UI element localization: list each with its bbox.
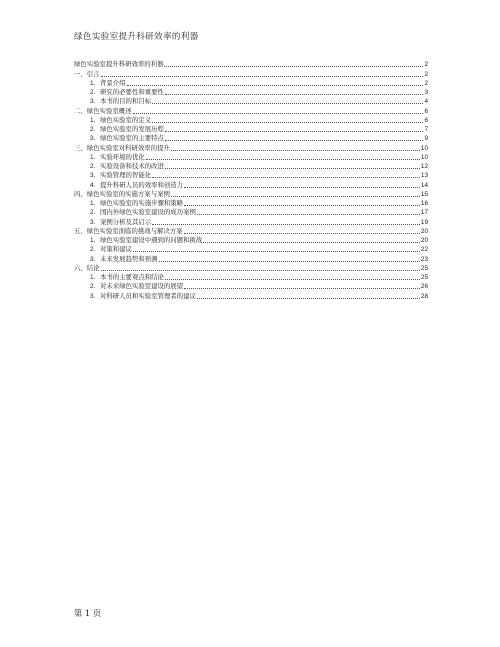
toc-item-number: 2.	[90, 283, 96, 291]
toc-item-label: 对科研人员和实验室管理者的建议	[100, 291, 196, 300]
toc-page-number: 7	[424, 126, 428, 133]
toc-item-number: 2.	[90, 209, 96, 217]
toc-page-number: 12	[420, 163, 428, 170]
toc-item-label: 实验环境的优化	[100, 152, 145, 161]
toc-page-number: 2	[424, 61, 428, 69]
toc-item-label: 未来发展趋势和预测	[100, 254, 158, 263]
toc-item-number: 2.	[90, 126, 96, 133]
toc-page-number: 17	[420, 209, 428, 217]
toc-section-label: 三、绿色实验室对科研效率的提升	[74, 143, 170, 152]
toc-section-entry[interactable]	[74, 264, 428, 273]
toc-item-label: 绿色实验室的发展历程	[100, 125, 164, 133]
toc-leader-dots	[184, 233, 420, 234]
toc-leader-dots	[165, 131, 424, 132]
toc-leader-dots	[197, 214, 420, 215]
toc-leader-dots	[165, 279, 420, 280]
toc-page-number: 2	[424, 79, 428, 87]
toc-leader-dots	[133, 113, 424, 114]
toc-page-number: 13	[420, 172, 428, 180]
toc-item-entry[interactable]	[74, 217, 428, 226]
toc-page-number: 14	[420, 181, 428, 189]
toc-item-entry[interactable]	[74, 134, 428, 143]
toc-entry-title[interactable]	[74, 60, 428, 69]
toc-leader-dots	[184, 187, 420, 188]
toc-item-entry[interactable]	[74, 171, 428, 180]
toc-entry-label: 绿色实验室提升科研效率的利器	[74, 60, 164, 69]
toc-item-entry[interactable]	[74, 282, 428, 291]
toc-item-entry[interactable]	[74, 273, 428, 282]
toc-item-label: 绿色实验室的实施步骤和策略	[100, 199, 184, 207]
toc-item-entry[interactable]	[74, 153, 428, 162]
table-of-contents	[74, 60, 428, 301]
toc-item-number: 1.	[90, 79, 96, 87]
toc-item-entry[interactable]	[74, 162, 428, 171]
toc-item-number: 3.	[90, 255, 96, 263]
toc-leader-dots	[159, 261, 420, 262]
toc-item-number: 3.	[90, 292, 96, 300]
toc-item-label: 国内外绿色实验室建设的成功案例	[100, 208, 196, 217]
toc-page-number: 15	[420, 190, 428, 198]
toc-leader-dots	[171, 196, 420, 197]
toc-page-number: 26	[420, 283, 428, 291]
toc-page-number: 2	[424, 70, 428, 78]
toc-section-entry[interactable]	[74, 106, 428, 115]
toc-page-number: 9	[424, 135, 428, 143]
toc-page-number: 4	[424, 98, 428, 106]
toc-section-entry[interactable]	[74, 143, 428, 152]
toc-page-number: 10	[420, 153, 428, 161]
toc-leader-dots	[101, 270, 420, 271]
toc-page-number: 16	[420, 200, 428, 207]
toc-leader-dots	[152, 177, 420, 178]
toc-page-number: 20	[420, 237, 428, 244]
toc-item-number: 4.	[90, 181, 96, 189]
toc-leader-dots	[101, 76, 424, 77]
toc-item-label: 对策和建议	[100, 245, 132, 254]
toc-item-label: 案例分析及其启示	[100, 217, 152, 226]
toc-item-entry[interactable]	[74, 254, 428, 263]
toc-item-label: 本书的主要观点和结论	[100, 273, 164, 281]
toc-leader-dots	[127, 85, 424, 86]
toc-page-number: 19	[420, 218, 428, 226]
toc-leader-dots	[184, 288, 420, 289]
toc-item-entry[interactable]	[74, 291, 428, 300]
toc-leader-dots	[164, 66, 423, 67]
toc-page-number: 20	[420, 227, 428, 235]
toc-leader-dots	[152, 224, 420, 225]
toc-item-label: 绿色实验室的主要特点	[100, 134, 164, 143]
running-header: 绿色实验室提升科研效率的利器	[74, 32, 199, 42]
toc-item-number: 1.	[90, 153, 96, 161]
toc-item-label: 本书的目的和目标	[100, 97, 152, 106]
toc-page-number: 3	[424, 89, 428, 96]
page-footer: 第 1 页	[74, 608, 102, 618]
toc-item-entry[interactable]	[74, 125, 428, 134]
toc-item-entry[interactable]	[74, 236, 428, 245]
toc-item-entry[interactable]	[74, 88, 428, 97]
toc-section-entry[interactable]	[74, 227, 428, 236]
toc-section-entry[interactable]	[74, 190, 428, 199]
toc-item-label: 对未来绿色实验室建设的展望	[100, 282, 184, 291]
toc-section-label: 五、绿色实验室面临的挑战与解决方案	[74, 226, 183, 235]
toc-item-entry[interactable]	[74, 199, 428, 208]
toc-item-number: 3.	[90, 218, 96, 226]
toc-page-number: 22	[420, 246, 428, 254]
toc-item-number: 2.	[90, 89, 96, 96]
toc-leader-dots	[165, 140, 424, 141]
toc-item-entry[interactable]	[74, 116, 428, 125]
toc-leader-dots	[197, 298, 420, 299]
toc-item-label: 实验管理的智能化	[100, 171, 152, 180]
toc-page-number: 6	[424, 107, 428, 115]
toc-item-number: 3.	[90, 135, 96, 143]
toc-leader-dots	[165, 168, 420, 169]
toc-page-number: 6	[424, 116, 428, 124]
toc-item-number: 3.	[90, 98, 96, 106]
toc-item-label: 绿色实验室建设中遇到的问题和挑战	[100, 236, 203, 244]
toc-leader-dots	[133, 251, 420, 252]
toc-leader-dots	[165, 94, 424, 95]
toc-section-label: 六、结论	[74, 263, 100, 272]
toc-item-label: 提升科研人员的效率和创造力	[100, 180, 184, 189]
toc-page-number: 10	[420, 144, 428, 152]
toc-item-entry[interactable]	[74, 208, 428, 217]
toc-leader-dots	[152, 122, 423, 123]
toc-page-number: 28	[420, 292, 428, 300]
toc-item-number: 1.	[90, 116, 96, 124]
toc-leader-dots	[152, 103, 423, 104]
toc-section-label: 二、绿色实验室概述	[74, 106, 132, 115]
toc-item-label: 实验设备和技术的改进	[100, 162, 164, 170]
toc-item-number: 1.	[90, 274, 96, 281]
toc-item-entry[interactable]	[74, 79, 428, 88]
toc-page-number: 25	[420, 264, 428, 272]
toc-item-label: 背景介绍	[100, 78, 126, 87]
toc-item-number: 2.	[90, 163, 96, 170]
toc-leader-dots	[184, 205, 420, 206]
toc-page-number: 25	[420, 274, 428, 281]
toc-item-entry[interactable]	[74, 245, 428, 254]
toc-item-number: 1.	[90, 237, 96, 244]
toc-item-label: 绿色实验室的定义	[100, 115, 152, 124]
toc-section-label: 一、引言	[74, 69, 100, 78]
toc-leader-dots	[146, 159, 420, 160]
toc-item-number: 3.	[90, 172, 96, 180]
toc-section-entry[interactable]	[74, 69, 428, 78]
toc-item-number: 1.	[90, 200, 96, 207]
toc-item-label: 研究的必要性和重要性	[100, 88, 164, 96]
toc-item-entry[interactable]	[74, 97, 428, 106]
toc-item-number: 2.	[90, 246, 96, 254]
toc-page-number: 23	[420, 255, 428, 263]
toc-leader-dots	[171, 150, 420, 151]
toc-leader-dots	[203, 242, 420, 243]
toc-item-entry[interactable]	[74, 180, 428, 189]
toc-section-label: 四、绿色实验室的实施方案与案例	[74, 189, 170, 198]
